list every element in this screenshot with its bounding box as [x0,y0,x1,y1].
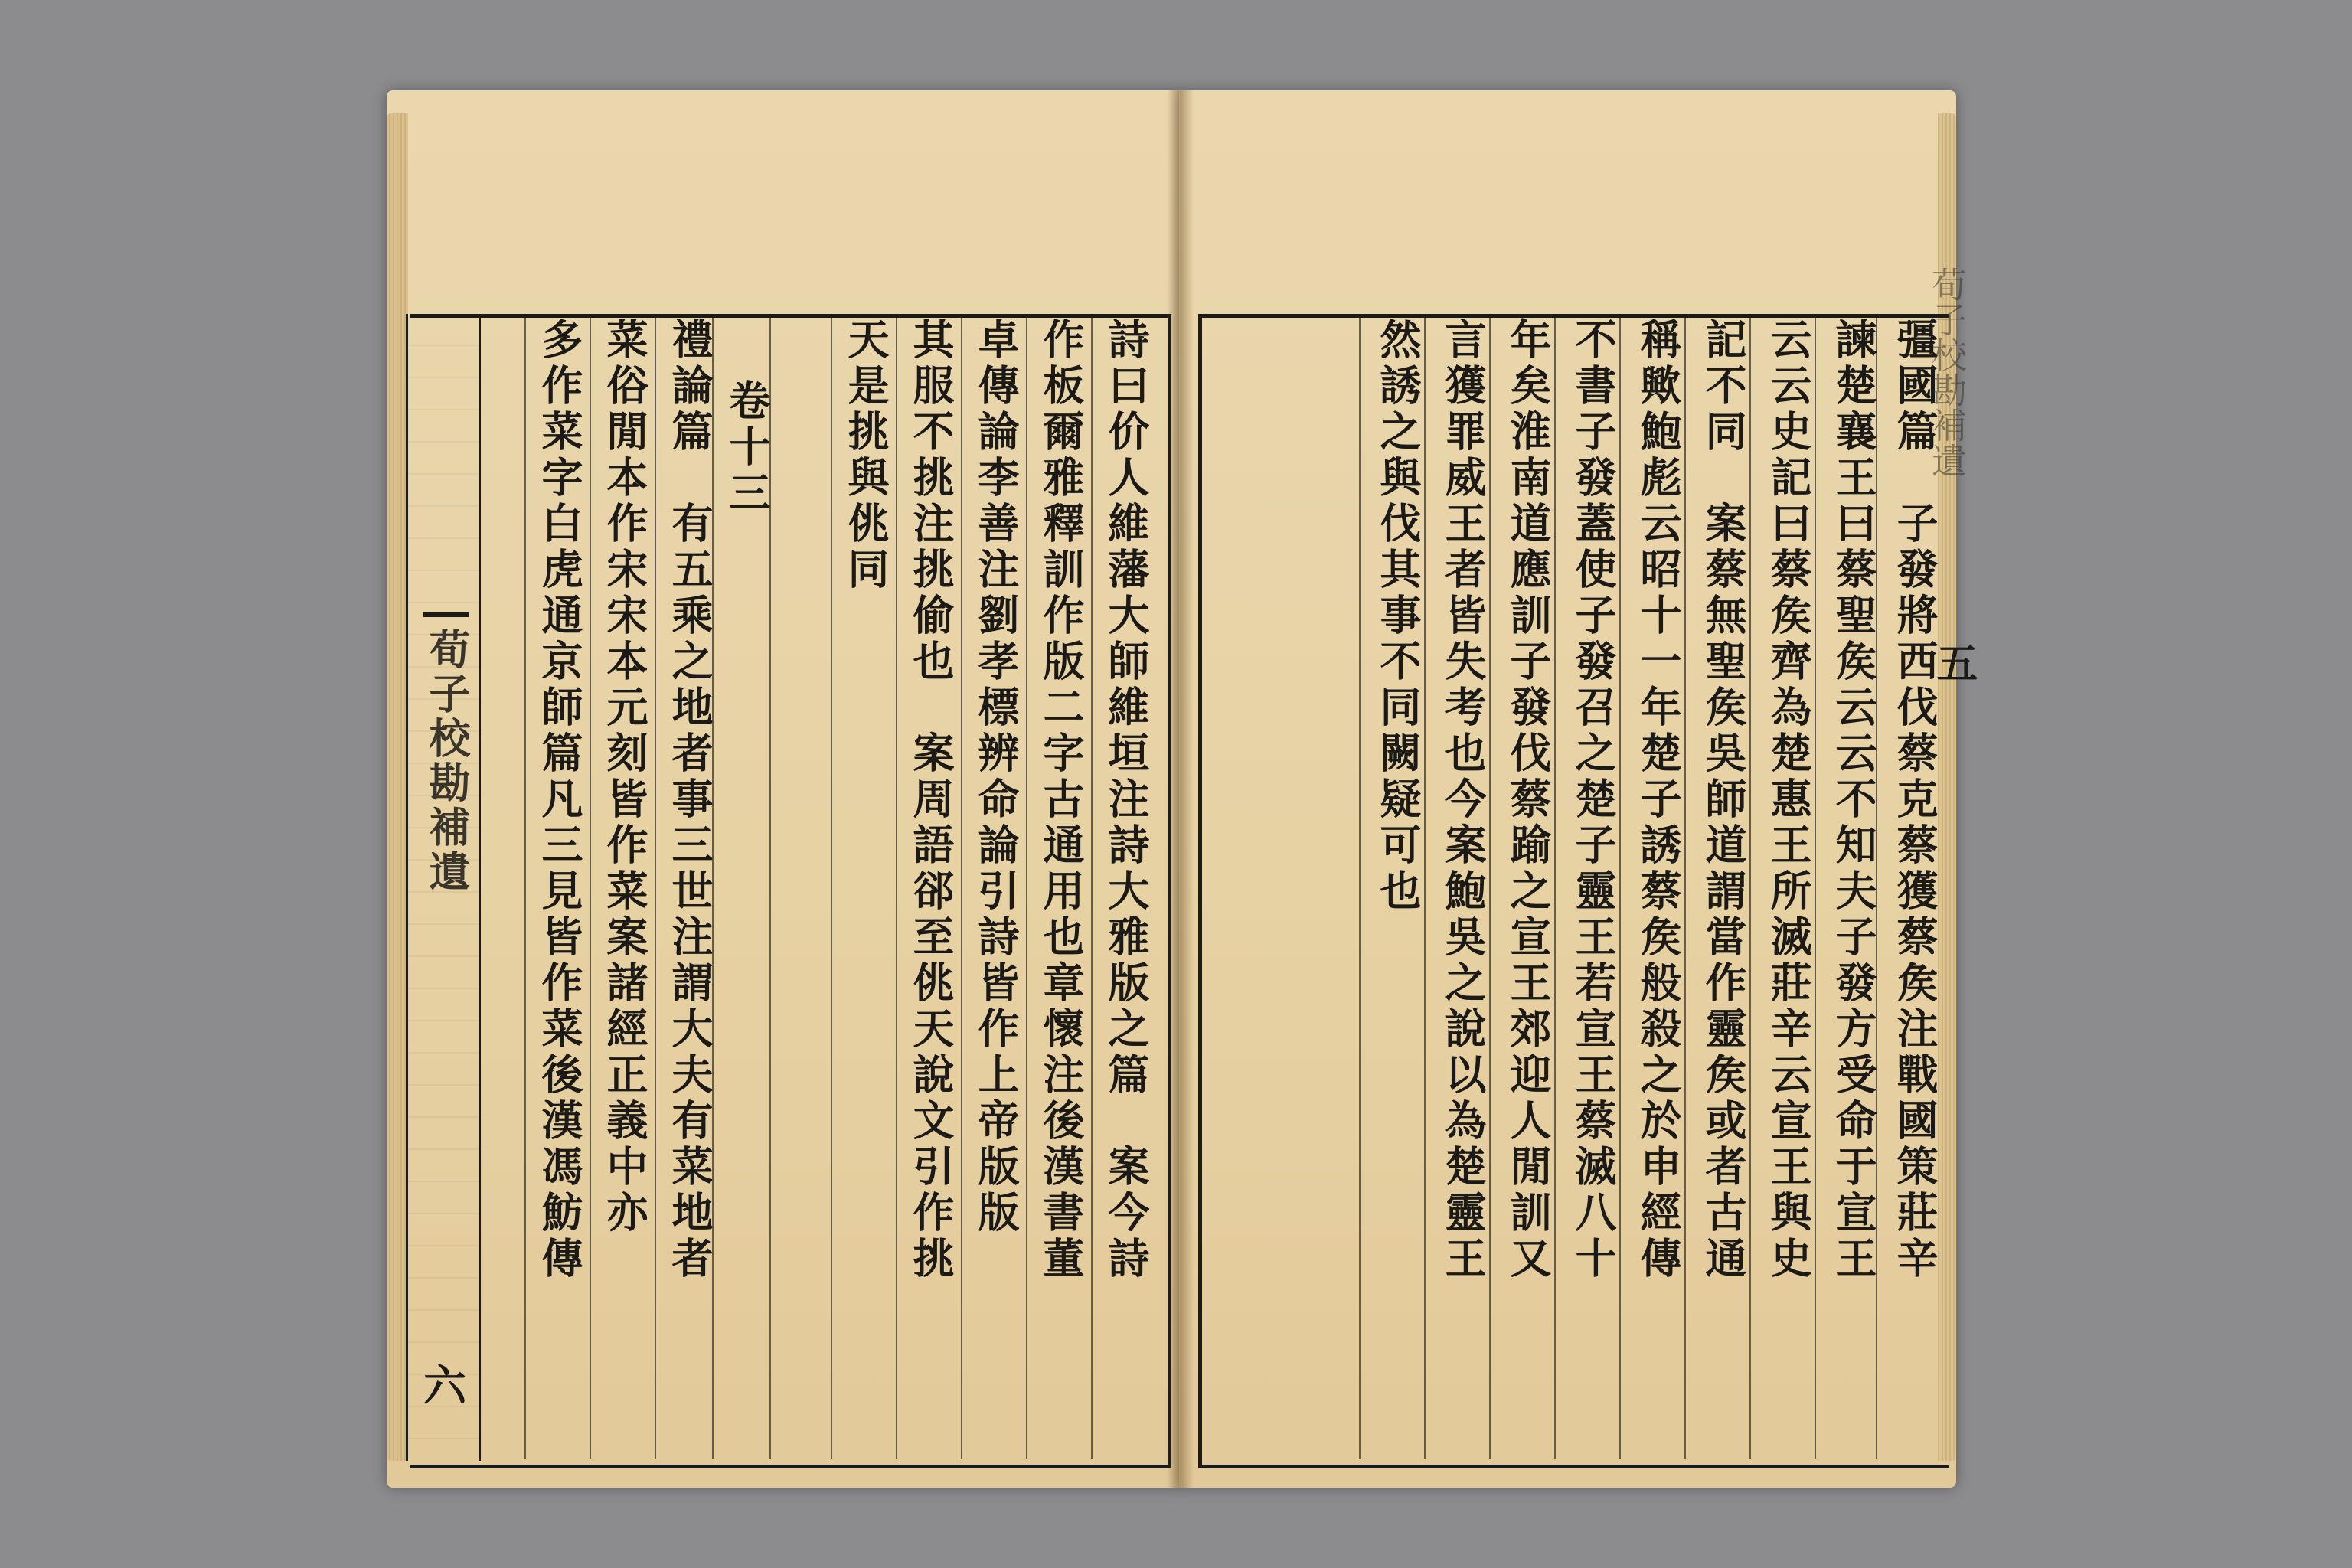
column-rule [1749,318,1751,1459]
text-column: 諫楚襄王曰蔡聖矦云云不知夫子發方受命于宣王 [1829,318,1878,1282]
right-running-head: 荀子校勘補遺 [1926,266,1968,478]
column-rule [1026,318,1027,1459]
text-column: 菜俗閒本作宋宋本元刻皆作菜案諸經正義中亦 [600,318,649,1236]
chapter-heading: 卷十三 [723,379,772,517]
text-column: 天是挑與佻同 [841,318,890,593]
book-spine-fold [1168,90,1194,1488]
column-rule [1815,318,1816,1459]
text-column: 稱歟鮑彪云昭十一年楚子誘蔡矦般殺之於申經傳 [1634,318,1683,1282]
column-rule [524,318,526,1459]
column-rule [1554,318,1556,1459]
text-column: 不書子發蓋使子發召之楚子靈王若宣王蔡滅八十 [1569,318,1618,1282]
column-rule [831,318,832,1459]
text-column: 其服不挑注挑偷也 案周語郤至佻天說文引作挑 [906,318,956,1282]
left-page [387,90,1179,1488]
column-rule [896,318,897,1459]
column-rule [1489,318,1491,1459]
text-column: 禮論篇 有五乘之地者事三世注謂大夫有菜地者 [665,318,714,1282]
page-edges-left [387,113,408,1461]
text-column: 言獲罪威王者皆失考也今案鮑吳之說以為楚靈王 [1439,318,1488,1282]
text-column: 云云史記曰蔡矦齊為楚惠王所滅莊辛云宣王與史 [1764,318,1813,1282]
column-rule [1684,318,1686,1459]
text-column: 詩曰价人維藩大師維垣注詩大雅版之篇 案今詩 [1102,318,1151,1282]
left-text-frame [410,314,1171,1468]
column-rule [1619,318,1621,1459]
text-column: 作板爾雅釋訓作版二字古通用也章懷注後漢書董 [1037,318,1086,1282]
column-rule [590,318,591,1459]
text-column: 彊國篇 子發將西伐蔡克蔡獲蔡矦注戰國策莊辛 [1890,318,1939,1282]
text-column: 然誘之與伐其事不同闕疑可也 [1374,318,1423,915]
column-rule [655,318,656,1459]
open-book [387,90,1979,1488]
banner-page-number: 六 [416,1363,467,1406]
column-rule [1424,318,1426,1459]
text-column: 年矣淮南道應訓子發伐蔡踰之宣王郊迎人閒訓又 [1504,318,1553,1282]
right-page-number: 五 [1930,642,1979,683]
text-column: 多作菜字白虎通京師篇凡三見皆作菜後漢馮魴傳 [535,318,584,1282]
banner-book-title: 荀子校勘補遺 [423,628,472,894]
text-column: 記不同 案蔡無聖矦吳師道謂當作靈矦或者古通 [1699,318,1748,1282]
right-text-frame [1198,314,1949,1468]
column-rule [1091,318,1093,1459]
column-rule [1359,318,1361,1459]
text-column: 卓傳論李善注劉孝標辨命論引詩皆作上帝版版 [972,318,1021,1236]
column-rule [961,318,962,1459]
